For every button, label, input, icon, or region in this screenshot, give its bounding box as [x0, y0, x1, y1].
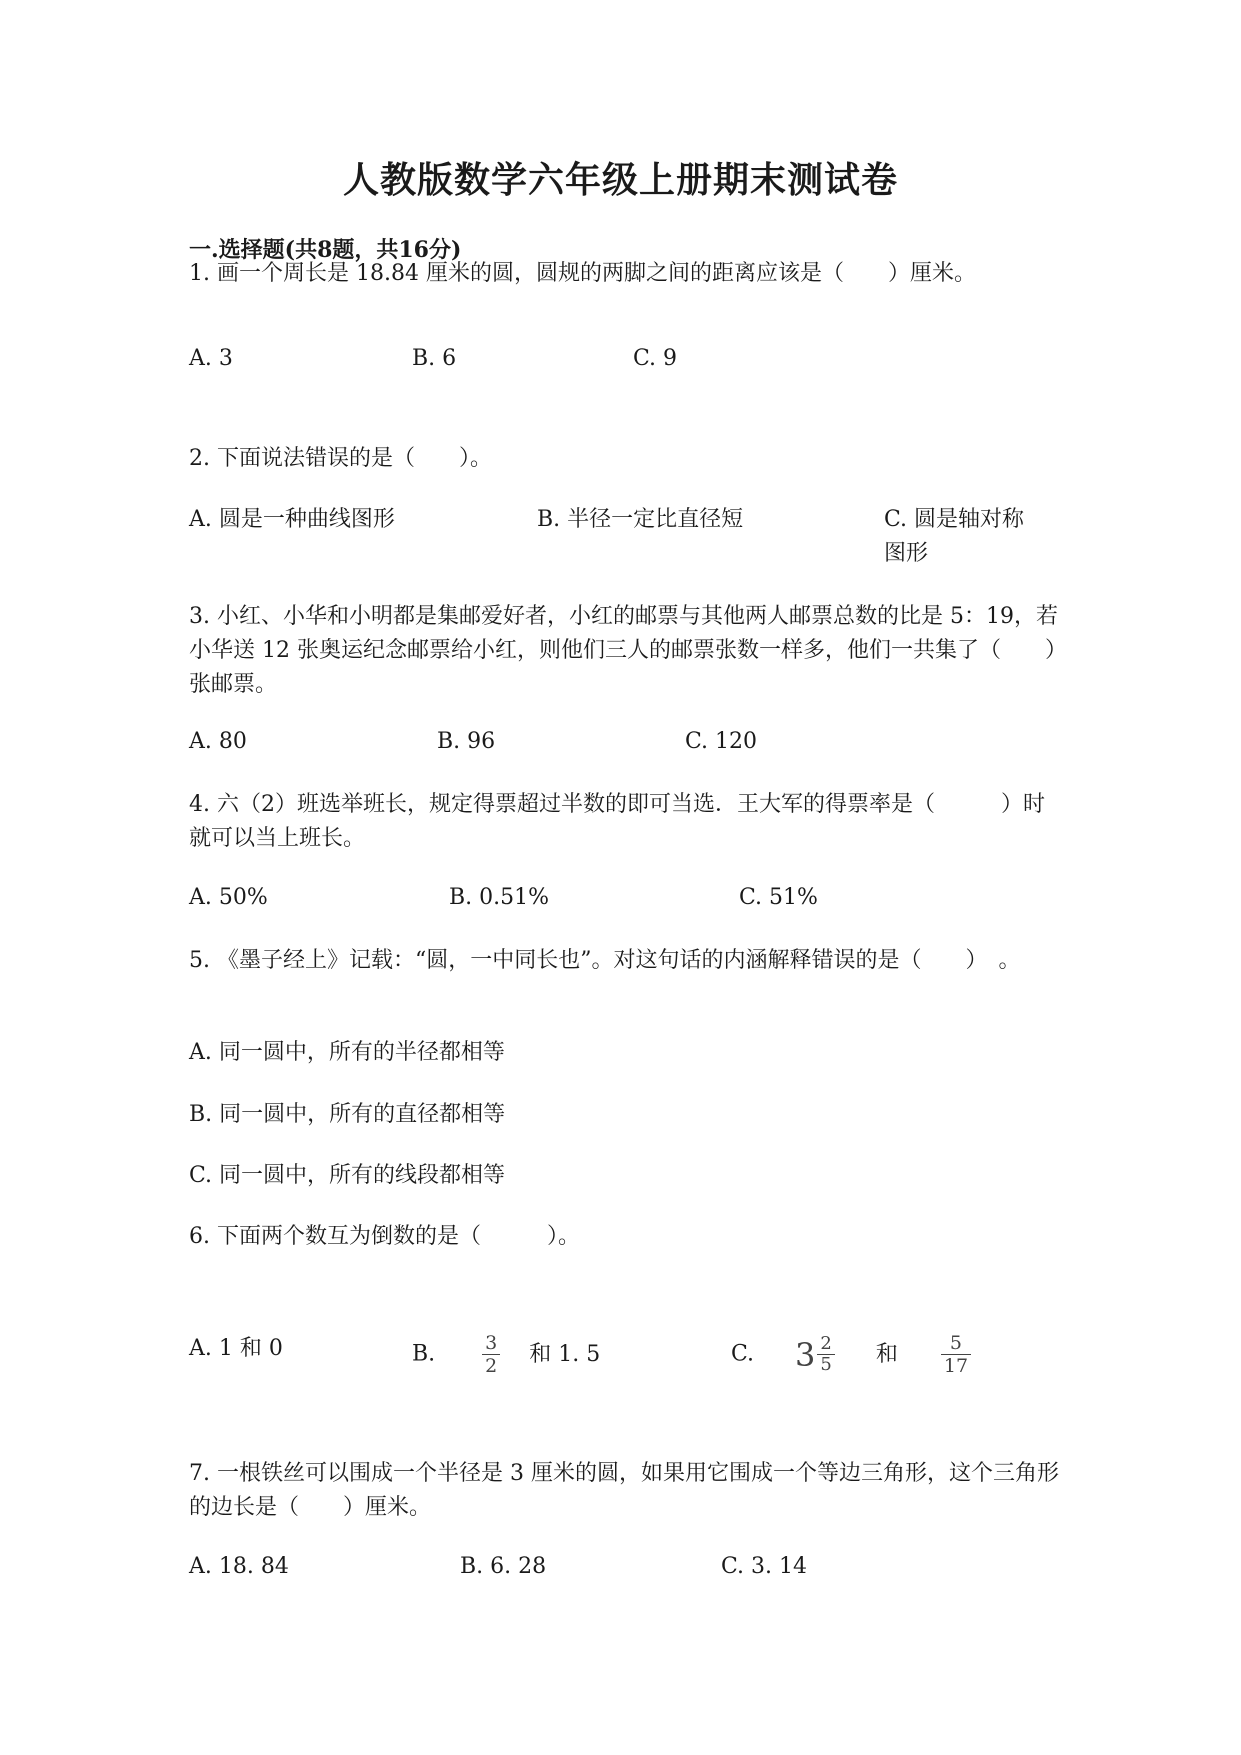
- question-1-options: [189, 342, 1069, 376]
- q6-option-b[interactable]: [412, 1332, 600, 1377]
- q4-option-a[interactable]: A. 50%: [189, 885, 268, 910]
- q6-option-c-label: C.: [731, 1341, 755, 1367]
- fraction-numerator: 2: [817, 1334, 834, 1355]
- q7-option-c[interactable]: C. 3. 14: [721, 1554, 808, 1579]
- q1-option-b[interactable]: B. 6: [412, 346, 457, 371]
- question-2: 2. 下面说法错误的是（ ）。: [189, 446, 492, 471]
- mixed-whole: 3: [795, 1335, 816, 1374]
- q6-option-a[interactable]: A. 1 和 0: [189, 1336, 283, 1361]
- fraction-numerator: 3: [482, 1332, 500, 1355]
- question-4: 4. 六（2）班选举班长，规定得票超过半数的即可当选．王大军的得票率是（ ）时就可以当上班长。: [189, 792, 1045, 851]
- question-3: 3. 小红、小华和小明都是集邮爱好者，小红的邮票与其他两人邮票总数的比是 5：19，若小华送 12 张奥运纪念邮票给小红，则他们三人的邮票张数一样多，他们一共集了（ ）张邮票。: [189, 604, 1058, 697]
- q3-option-a[interactable]: A. 80: [189, 729, 247, 754]
- question-6-options: [189, 1322, 1069, 1382]
- section-heading: 一.选择题(共8题，共16分): [189, 237, 462, 263]
- q1-option-c[interactable]: C. 9: [633, 346, 678, 371]
- question-5: 5. 《墨子经上》记载：“圆，一中同长也”。对这句话的内涵解释错误的是（ ） 。: [189, 948, 1021, 973]
- q6-option-b-fraction: [482, 1332, 500, 1377]
- q6-option-c-and: 和: [875, 1341, 898, 1367]
- page-title: 人教版数学六年级上册期末测试卷: [342, 159, 898, 201]
- q2-option-b[interactable]: B. 半径一定比直径短: [537, 507, 744, 532]
- q6-option-c[interactable]: [731, 1332, 971, 1377]
- question-6: 6. 下面两个数互为倒数的是（ ）。: [189, 1224, 580, 1249]
- question-1: 1. 画一个周长是 18.84 厘米的圆，圆规的两脚之间的距离应该是（ ）厘米。: [189, 261, 976, 286]
- q7-option-a[interactable]: A. 18. 84: [189, 1554, 289, 1579]
- q6-option-c-mixed-number: [795, 1333, 842, 1375]
- q4-option-b[interactable]: B. 0.51%: [449, 885, 550, 910]
- q7-option-b[interactable]: B. 6. 28: [460, 1554, 547, 1579]
- q6-option-b-rest: 和 1. 5: [529, 1341, 601, 1367]
- q5-option-a[interactable]: A. 同一圆中，所有的半径都相等: [189, 1040, 505, 1065]
- q6-option-c-fraction: [941, 1332, 971, 1377]
- fraction-denominator: 17: [943, 1355, 969, 1377]
- q4-option-c[interactable]: C. 51%: [739, 885, 818, 910]
- question-7: 7. 一根铁丝可以围成一个半径是 3 厘米的圆，如果用它围成一个等边三角形，这个三角形的边长是（ ）厘米。: [189, 1461, 1059, 1520]
- q2-option-c[interactable]: C. 圆是轴对称图形: [884, 507, 1025, 566]
- fraction-denominator: 5: [820, 1354, 832, 1375]
- q2-option-a[interactable]: A. 圆是一种曲线图形: [189, 507, 395, 532]
- q3-option-b[interactable]: B. 96: [437, 729, 496, 754]
- fraction-denominator: 2: [485, 1355, 498, 1377]
- question-2-options: [189, 503, 1069, 571]
- q6-option-b-label: B.: [412, 1341, 436, 1367]
- question-7-options: [189, 1550, 1069, 1584]
- question-4-options: [189, 881, 1069, 915]
- q3-option-c[interactable]: C. 120: [685, 729, 758, 754]
- q1-option-a[interactable]: A. 3: [189, 346, 233, 371]
- q5-option-b[interactable]: B. 同一圆中，所有的直径都相等: [189, 1102, 506, 1127]
- fraction-numerator: 5: [941, 1332, 971, 1355]
- question-3-options: [189, 725, 1069, 759]
- q5-option-c[interactable]: C. 同一圆中，所有的线段都相等: [189, 1163, 506, 1188]
- mixed-fraction: [817, 1334, 834, 1375]
